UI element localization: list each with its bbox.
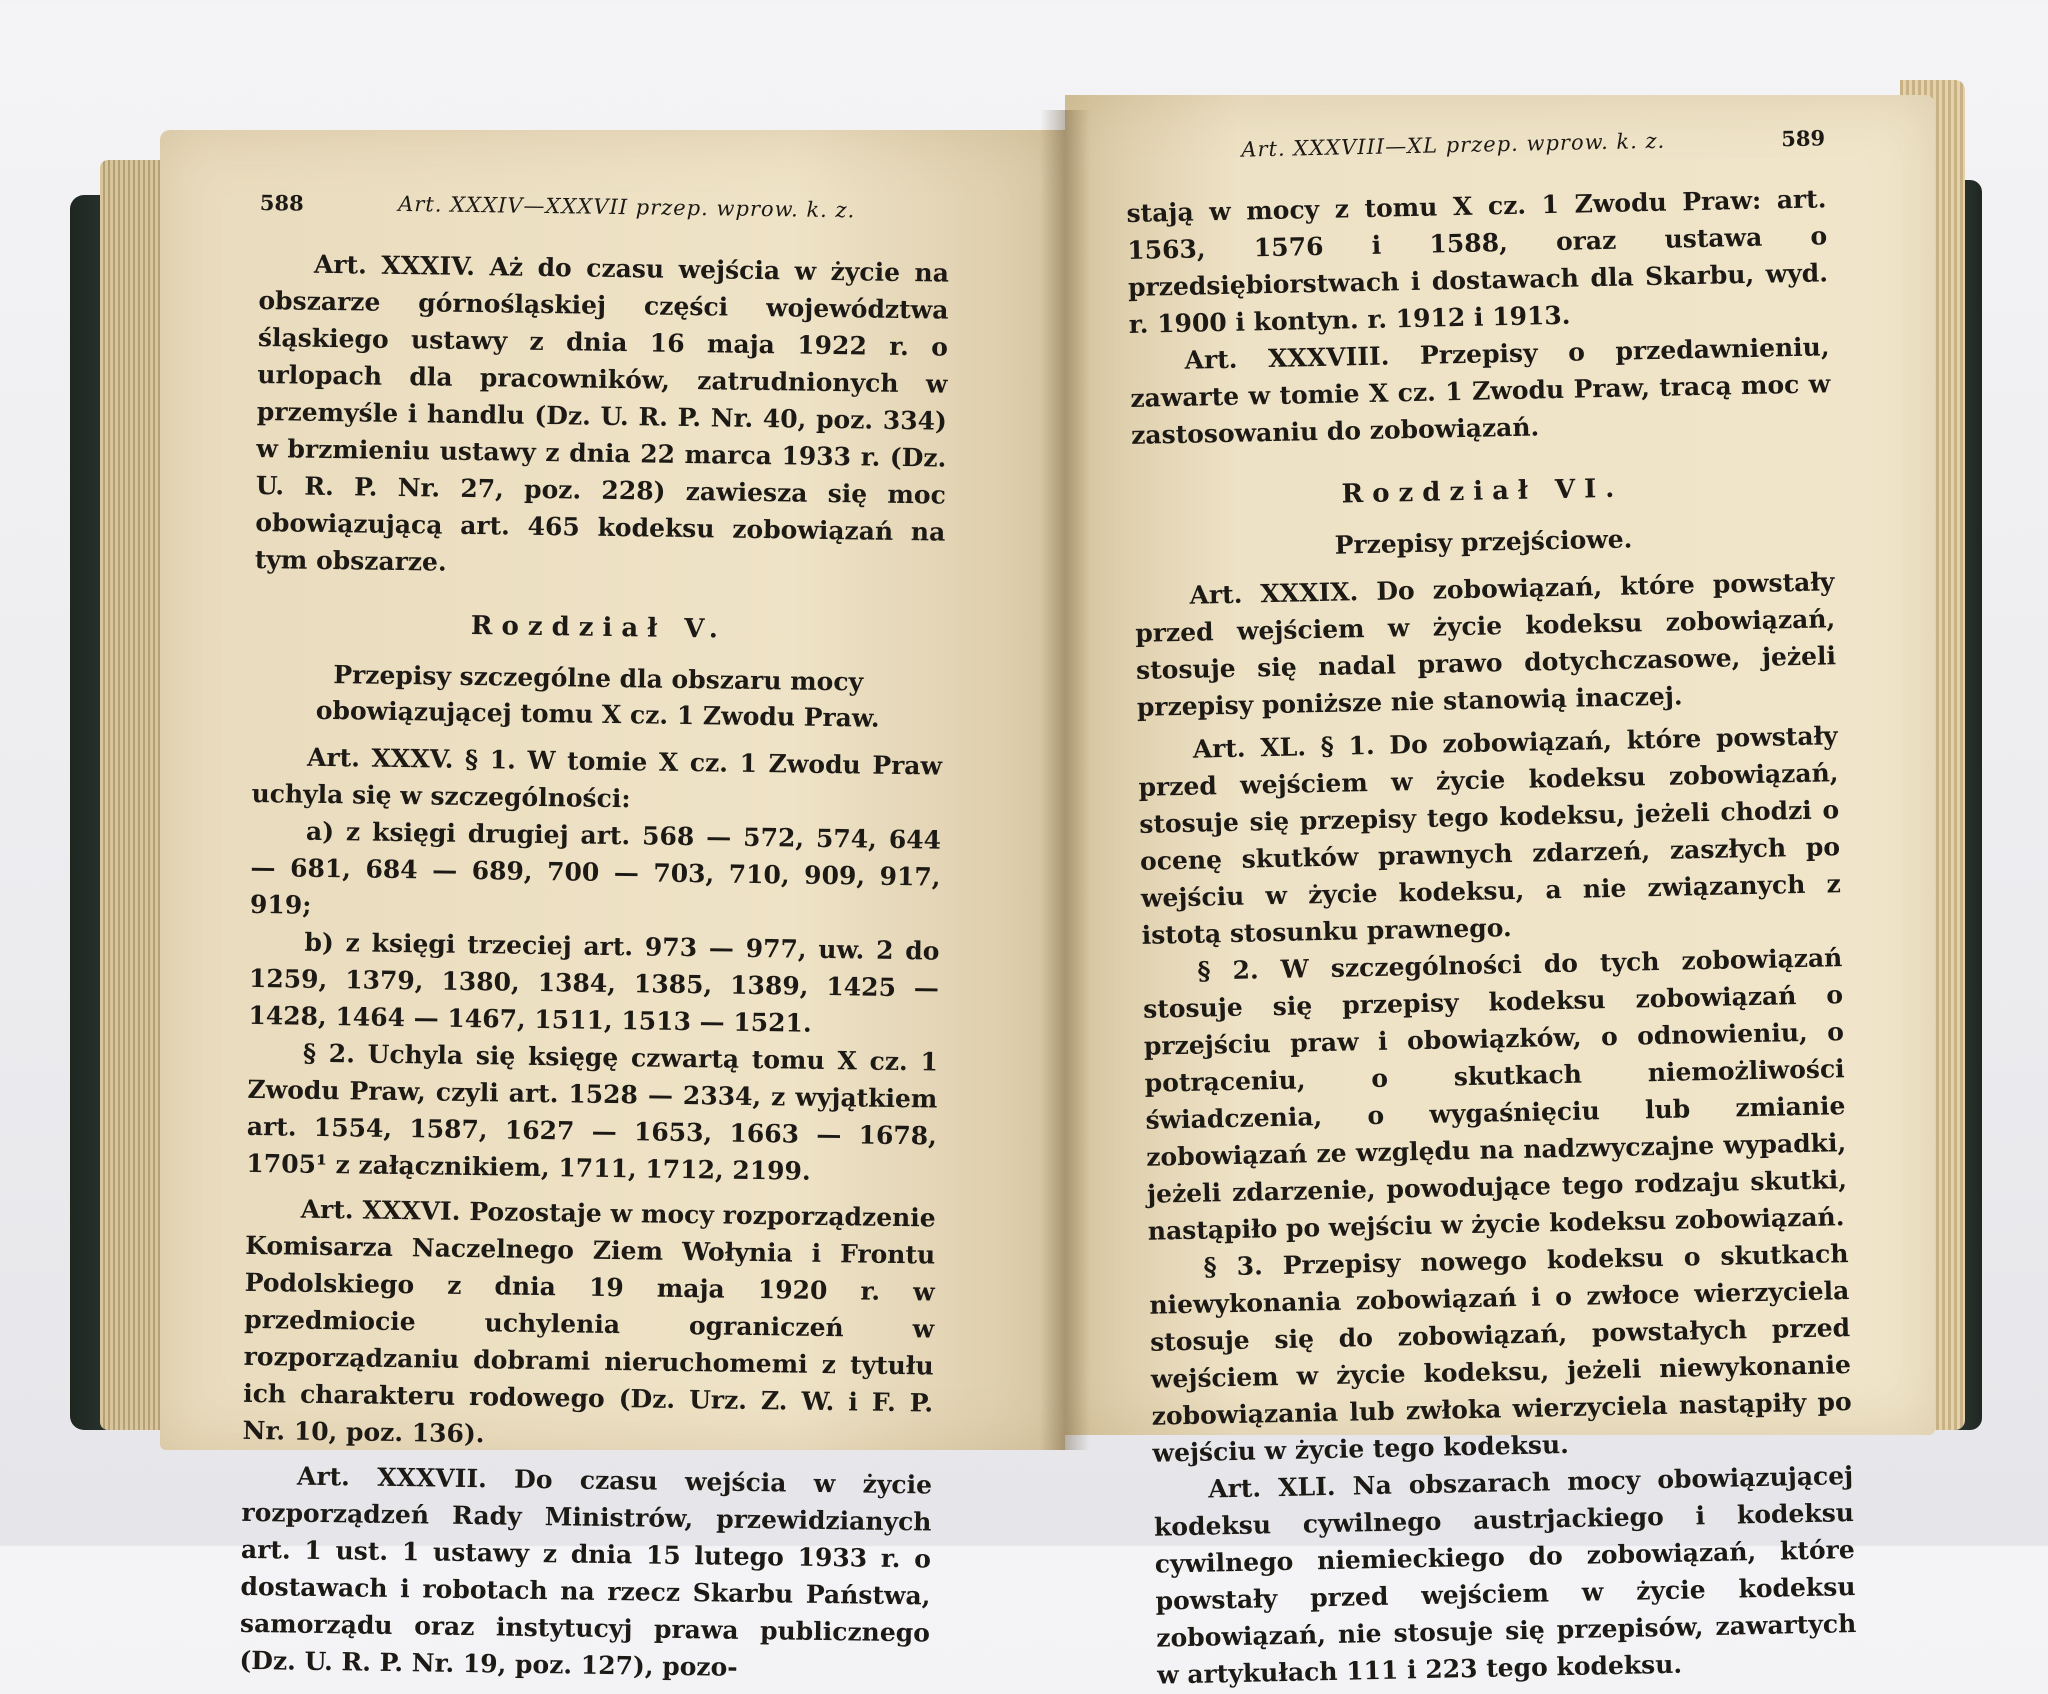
- chapter-title-6: Przepisy przejściowe.: [1334, 524, 1633, 560]
- right-running-title: Art. XXXVIII—XL przep. wprow. k. z.: [1241, 128, 1666, 162]
- art-36: Art. XXXVI. Pozostaje w mocy rozporządzenie Komisarza Naczelnego Ziem Wołynia i Frontu Podolskiego z dnia 19 maja 1920 r. w przedmiocie uchylenia ograniczeń w rozporządzaniu dobrami nieruchomemi z tytułu ich charakteru rodowego (Dz. Urz. Z. W. i F. P. Nr. 10, poz. 136).: [242, 1194, 936, 1449]
- left-running-head: [260, 190, 950, 225]
- right-page-number: 589: [1780, 125, 1826, 152]
- chapter-heading: Rozdział V.: [470, 610, 728, 645]
- art-40-p3: § 3. Przepisy nowego kodeksu o skutkach niewykonania zobowiązań i o zwłoce wierzyciela stosuje się do zobowiązań, powstałych przed wejściem w życie kodeksu, jeżeli niewykonanie zobowiązania lub zwłoka wierzyciela nastąpiły po wejściu w życie tego kodeksu.: [1149, 1239, 1852, 1468]
- left-page-text: [239, 190, 950, 1688]
- art-40-p1: Art. XL. § 1. Do zobowiązań, które powstały przed wejściem w życie kodeksu zobowiązań, stosuje się przepisy tego kodeksu, jeżeli chodzi o ocenę skutków prawnych zdarzeń, zaszłych po wejściu w życie kodeksu, a nie związanych z istotą stosunku prawnego.: [1138, 721, 1842, 950]
- art-39: Art. XXXIX. Do zobowiązań, które powstały przed wejściem w życie kodeksu zobowiązań, stosuje się nadal prawo dotychczasowe, jeżeli przepisy poniższe nie stanowią inaczej.: [1135, 567, 1837, 722]
- art-35-a: a) z księgi drugiej art. 568 — 572, 574, 644 — 681, 684 — 689, 700 — 703, 710, 909, 917, 919;: [249, 816, 942, 920]
- right-page-text: [1125, 125, 1857, 1693]
- chapter-heading-6: Rozdział VI.: [1341, 473, 1624, 510]
- art-35-intro: Art. XXXV. § 1. W tomie X cz. 1 Zwodu Praw uchyla się w szczególności:: [251, 742, 943, 814]
- book-gutter: [1040, 110, 1090, 1450]
- art-34: Art. XXXIV. Aż do czasu wejścia w życie na obszarze górnośląskiej części województwa śląskiego ustawy z dnia 16 maja 1922 r. o urlopach dla pracowników, zatrudnionych w przemyśle i handlu (Dz. U. R. P. Nr. 40, poz. 334) w brzmieniu ustawy z dnia 22 marca 1933 r. (Dz. U. R. P. Nr. 27, poz. 228) zawiesza się moc obowiązującą art. 465 kodeksu zobowiązań na tym obszarze.: [254, 249, 950, 577]
- left-page: [160, 130, 1065, 1682]
- chapter-title: Przepisy szczególne dla obszaru mocy obowiązującej tomu X cz. 1 Zwodu Praw.: [315, 660, 880, 733]
- art-41: Art. XLI. Na obszarach mocy obowiązującej kodeksu cywilnego austrjackiego i kodeksu cywilnego niemieckiego do zobowiązań, które powstały przed wejściem w życie kodeksu zobowiązań, nie stosuje się przepisów, zawartych w artykułach 111 i 223 tego kodeksu.: [1153, 1461, 1857, 1690]
- art-38: Art. XXXVIII. Przepisy o przedawnieniu, zawarte w tomie X cz. 1 Zwodu Praw, tracą moc w zastosowaniu do zobowiązań.: [1130, 332, 1831, 450]
- art-40-p2: § 2. W szczególności do tych zobowiązań stosuje się przepisy kodeksu zobowiązań o przejściu praw i obowiązków, o odnowieniu, o potrąceniu, o skutkach niemożliwości świadczenia, o wygaśnięciu lub zmianie zobowiązań ze względu na nadzwyczajne wypadki, jeżeli zdarzenie, powodujące tego rodzaju skutki, nastąpiło po wejściu w życie kodeksu zobowiązań.: [1142, 943, 1848, 1246]
- left-page-number: 588: [259, 190, 304, 216]
- art-35-p2: § 2. Uchyla się księgę czwartą tomu X cz. 1 Zwodu Praw, czyli art. 1528 — 2334, z wyjątkiem art. 1554, 1587, 1627 — 1653, 1663 — 1678, 1705¹ z załącznikiem, 1711, 1712, 2199.: [246, 1038, 939, 1186]
- left-running-title: Art. XXXIV—XXXVII przep. wprow. k. z.: [398, 191, 856, 223]
- right-running-head: [1125, 125, 1825, 165]
- right-page: [1065, 95, 1935, 1690]
- art-37: Art. XXXVII. Do czasu wejścia w życie rozporządzeń Rady Ministrów, przewidzianych art. 1 ust. 1 ustawy z dnia 15 lutego 1933 r. o dostawach i robotach na rzecz Skarbu Państwa, samorządu oraz instytucyj prawa publicznego (Dz. U. R. P. Nr. 19, poz. 127), pozo-: [239, 1461, 933, 1682]
- continuation: stają w mocy z tomu X cz. 1 Zwodu Praw: art. 1563, 1576 i 1588, oraz ustawa o przedsiębiorstwach i dostawach dla Skarbu, wyd. r. 1900 i kontyn. r. 1912 i 1913.: [1126, 184, 1829, 339]
- art-35-b: b) z księgi trzeciej art. 973 — 977, uw. 2 do 1259, 1379, 1380, 1384, 1385, 1389, 1425 — 1428, 1464 — 1467, 1511, 1513 — 1521.: [248, 927, 940, 1038]
